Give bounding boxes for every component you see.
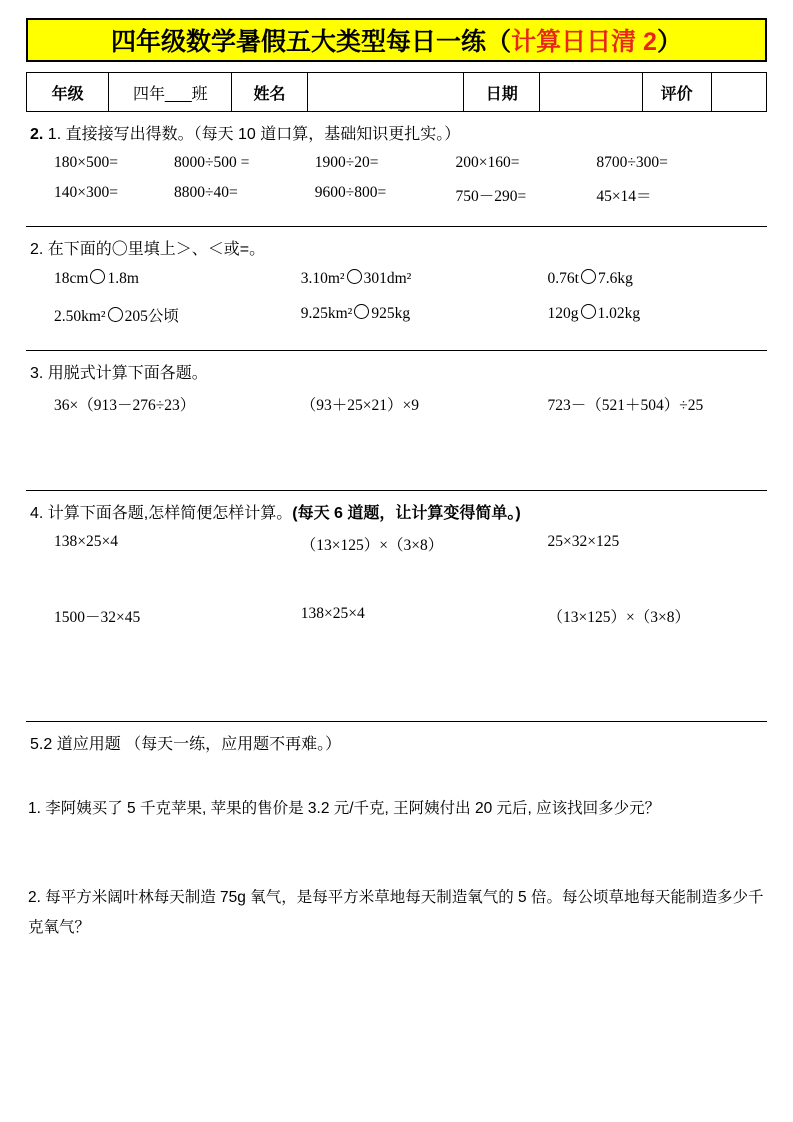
compare-left: 18cm (54, 270, 89, 287)
oral-item: 200×160= (455, 154, 520, 171)
oral-item: 180×500= (54, 154, 118, 171)
page-title-bar (26, 18, 767, 62)
compare-item (26, 304, 273, 326)
circle-blank-icon[interactable] (354, 304, 369, 319)
stepwise-item: （93＋25×21）×9 (300, 397, 419, 414)
section-word-problems (26, 722, 767, 955)
student-info-table (26, 72, 767, 112)
compare-right: 1.02kg (597, 305, 641, 322)
compare-right: 925kg (371, 305, 411, 322)
section-1-title: 1. 直接接写出得数。（每天 10 道口算，基础知识更扎实。） (43, 126, 461, 143)
compare-row-2 (26, 304, 767, 326)
section-3-heading: 3. 用脱式计算下面各题。 (30, 365, 208, 382)
oral-item: 750－290= (455, 188, 527, 205)
name-label: 姓名 (232, 73, 308, 112)
compare-item (520, 269, 767, 288)
simplify-item: 138×25×4 (300, 605, 365, 622)
answer-space[interactable] (26, 567, 767, 605)
title-paren-close: ） (656, 28, 682, 56)
title-main: 四年级数学暑假五大类型每日一练 (111, 28, 487, 56)
oral-row-2 (26, 184, 767, 206)
simplify-item: （13×125）×（3×8） (547, 609, 690, 626)
compare-item (273, 304, 520, 326)
answer-space[interactable] (26, 427, 767, 482)
circle-blank-icon[interactable] (581, 269, 596, 284)
compare-left: 0.76t (547, 270, 579, 287)
date-label: 日期 (464, 73, 540, 112)
simplify-item: （13×125）×（3×8） (300, 537, 444, 554)
section-4-heading (30, 500, 767, 523)
grade-label: 年级 (27, 73, 109, 112)
compare-right: 1.8m (107, 270, 139, 287)
oral-item: 8800÷40= (173, 184, 238, 201)
title-paren-open: （ (486, 28, 512, 56)
oral-item: 1900÷20= (314, 154, 379, 171)
section-simplify (26, 491, 767, 722)
stepwise-row-1 (26, 393, 767, 415)
section-comparison (26, 227, 767, 351)
simplify-row-2 (26, 605, 767, 627)
stepwise-item: 36×（913－276÷23） (54, 397, 196, 414)
section-5-heading: 5.2 道应用题 （每天一练，应用题不再难。） (30, 736, 342, 753)
word-problem-1: 1. 李阿姨买了 5 千克苹果, 苹果的售价是 3.2 元/千克, 王阿姨付出 20 元后, 应该找回多少元？ (28, 800, 661, 817)
section-1-heading (30, 121, 767, 144)
answer-space[interactable] (26, 639, 767, 713)
simplify-item: 1500－32×45 (54, 609, 141, 626)
table-row (27, 73, 767, 112)
compare-right: 7.6kg (597, 270, 633, 287)
circle-blank-icon[interactable] (108, 307, 123, 322)
date-value[interactable] (540, 73, 643, 112)
oral-item: 140×300= (54, 184, 118, 201)
compare-right: 205公顷 (124, 308, 179, 325)
compare-left: 2.50km² (54, 308, 106, 325)
section-4-title: 4. 计算下面各题,怎样简便怎样计算。 (30, 505, 293, 522)
eval-value[interactable] (711, 73, 766, 112)
section-1-number: 2. (30, 126, 44, 143)
word-problem-2: 2. 每平方米阔叶林每天制造 75g 氧气，是每平方米草地每天制造氧气的 5 倍。每公顷草地每天能制造多少千克氧气？ (28, 889, 764, 936)
spacer (26, 764, 767, 794)
compare-item (520, 304, 767, 326)
section-stepwise-calculation (26, 351, 767, 491)
simplify-item: 138×25×4 (54, 533, 118, 550)
circle-blank-icon[interactable] (581, 304, 596, 319)
answer-space[interactable] (26, 828, 767, 883)
compare-item (26, 269, 273, 288)
compare-right: 301dm² (363, 270, 412, 287)
oral-item: 8700÷300= (596, 154, 668, 171)
oral-row-1 (26, 154, 767, 172)
compare-item (273, 269, 520, 288)
name-value[interactable] (307, 73, 464, 112)
section-2-heading: 2. 在下面的〇里填上＞、＜或=。 (30, 241, 266, 258)
compare-row-1 (26, 269, 767, 288)
page-title (111, 22, 682, 58)
circle-blank-icon[interactable] (347, 269, 362, 284)
compare-left: 3.10m² (300, 270, 345, 287)
compare-left: 120g (547, 305, 579, 322)
simplify-item: 25×32×125 (547, 533, 620, 550)
title-red: 计算日日清 2 (511, 28, 657, 56)
section-4-note: (每天 6 道题，让计算变得简单。) (292, 505, 521, 522)
grade-value[interactable]: 四年___班 (109, 73, 232, 112)
oral-item: 9600÷800= (314, 184, 387, 201)
oral-item: 45×14＝ (596, 188, 652, 205)
compare-left: 9.25km² (300, 305, 353, 322)
simplify-row-1 (26, 533, 767, 555)
eval-label: 评价 (642, 73, 711, 112)
oral-item: 8000÷500 = (173, 154, 250, 171)
circle-blank-icon[interactable] (90, 269, 105, 284)
stepwise-item: 723－（521＋504）÷25 (547, 397, 704, 414)
section-oral-calculation (26, 112, 767, 227)
